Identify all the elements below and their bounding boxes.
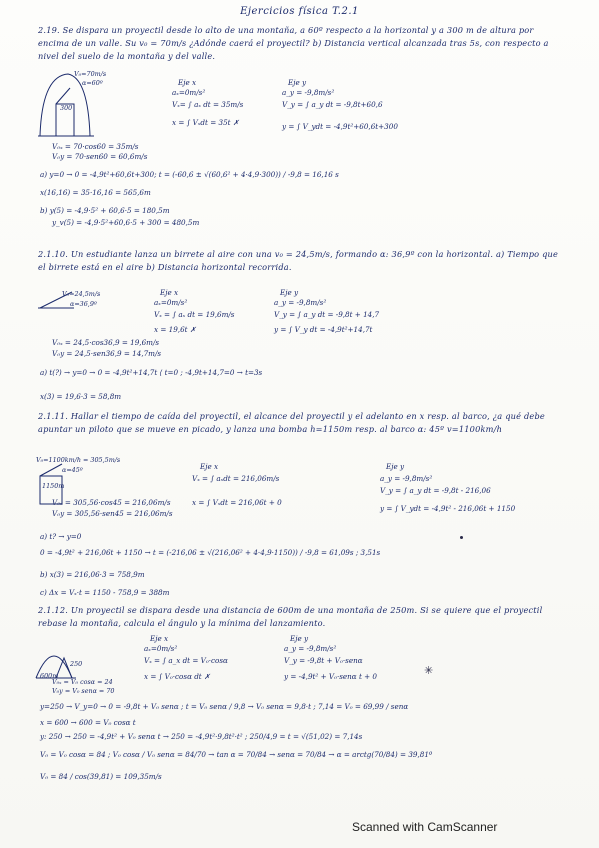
scan-speck-dot [460,536,463,539]
p210-comp-x: V₀ₓ = 24,5·cos36,9 = 19,6m/s [52,338,160,347]
p211-comp-x: V₀ₓ = 305,56·cos45 = 216,06m/s [52,498,171,507]
page-title: Ejercicios física T.2.1 [240,6,359,17]
p212-line-2: x = 600 → 600 = V₀ cosα t [40,718,136,727]
p219-fig-v0: V₀=70m/s [74,70,107,78]
p219-ejey-label: Eje y [288,78,307,87]
p211-answer-a: a) t? → y=0 [40,532,82,541]
p219-fig-height: 300 [60,104,73,112]
p219-answer-b1: b) y(5) = -4,9·5² + 60,6·5 = 180,5m [40,206,170,215]
problem-2111-statement: 2.1.11. Hallar el tiempo de caída del proyectil, el alcance del proyectil y el adelanto en x resp. al barco, ¿a qué debe apuntar un piloto que se mueve en picado, y lanza una bomba h=1150m resp. al barco α: 45º v=1100km/h [38,411,545,434]
p212-comp-x: V₀ₓ = V₀ cosα = 24 [52,678,113,686]
p211-ejey-1: V_y = ∫ a_y dt = -9,8t - 216,06 [380,486,491,495]
p210-ejey-2: y = ∫ V_y dt = -4,9t²+14,7t [274,325,373,334]
p210-fig-angle: α=36,9º [70,300,97,308]
p211-fig-v: V₀=1100km/h = 305,5m/s [36,456,121,464]
p219-ejey-0: a_y = -9,8m/s² [282,88,335,97]
p219-ejex-0: aₓ=0m/s² [172,88,206,97]
p212-ejey-1: V_y = -9,8t + V₀·senα [284,656,363,665]
p212-line-1: y=250 → V_y=0 → 0 = -9,8t + V₀ senα ; t = V₀ senα / 9,8 → V₀ senα = 9,8·t ; 7,14 = V₀ = 69,99 / senα [40,702,409,711]
p212-ejex-0: aₓ=0m/s² [144,644,178,653]
p219-ejex-label: Eje x [178,78,197,87]
p211-answer-b: b) x(3) = 216,06·3 = 758,9m [40,570,145,579]
p211-fig-height: 1150m [42,482,65,490]
p210-ejex-2: x = 19,6t ✗ [154,325,196,334]
p211-fig-angle: α=45º [62,466,83,474]
p219-ejey-1: V_y = ∫ a_y dt = -9,8t+60,6 [282,100,383,109]
p210-answer-b: x(3) = 19,6·3 = 58,8m [40,392,122,401]
p212-fig-distance: 600m [40,672,59,680]
p219-comp-x: V₀ₓ = 70·cos60 = 35m/s [52,142,139,151]
p212-ejey-label: Eje y [290,634,309,643]
p210-ejex-0: aₓ=0m/s² [154,298,188,307]
p211-ejey-0: a_y = -9,8m/s² [380,474,433,483]
p219-answer-b2: y_v(5) = -4,9·5²+60,6·5 + 300 = 480,5m [52,218,200,227]
p211-ejey-label: Eje y [386,462,405,471]
p211-answer-c: c) Δx = Vₓ·t = 1150 - 758,9 = 388m [40,588,170,597]
p210-ejey-1: V_y = ∫ a_y dt = -9,8t + 14,7 [274,310,380,319]
p219-ejex-1: Vₓ= ∫ aₓ dt = 35m/s [172,100,244,109]
p212-ejey-0: a_y = -9,8m/s² [284,644,337,653]
p211-ejex-label: Eje x [200,462,219,471]
problem-219-statement: 2.19. Se dispara un proyectil desde lo alto de una montaña, a 60º respecto a la horizontal y a 300 m de altura por encima de un valle. Su v₀ = 70m/s ¿Adónde caerá el proyectil? b) Distancia vertical alcanzada tras 5s, con respecto a nivel del suelo de la montaña y del valle. [38,25,549,61]
p212-ejex-label: Eje x [150,634,169,643]
problem-2110-statement: 2.1.10. Un estudiante lanza un birrete al aire con una v₀ = 24,5m/s, formando α: 36,9º con la horizontal. a) Tiempo que el birrete está en el aire b) Distancia horizontal recorrida. [38,249,559,272]
p212-ejex-2: x = ∫ V₀·cosα dt ✗ [144,672,211,681]
p212-comp-y: V₀y = V₀ senα = 70 [52,687,115,695]
p211-ejex-0: Vₓ = ∫ aₓdt = 216,06m/s [192,474,280,483]
p210-answer-a: a) t(?) → y=0 → 0 = -4,9t²+14,7t ⟨ t=0 ; -4,9t+14,7=0 → t=3s [40,368,263,377]
p211-ejey-2: y = ∫ V_ydt = -4,9t² - 216,06t + 1150 [380,504,516,513]
problem-2112-statement: 2.1.12. Un proyectil se dispara desde una distancia de 600m de una montaña de 250m. Si se quiere que el proyectil rebase la montaña, calcula el ángulo y la mínima del lanzamiento. [38,605,543,628]
p212-ejex-1: Vₓ = ∫ a_x dt = V₀·cosα [144,656,228,665]
p212-fig-height: 250 [70,660,83,668]
p212-line-5: V₀ = 84 / cos(39,81) = 109,35m/s [40,772,162,781]
p210-fig-v0: V₀=24,5m/s [62,290,101,298]
p210-comp-y: V₀y = 24,5·sen36,9 = 14,7m/s [52,349,162,358]
scan-speck-star: ✳ [424,664,434,677]
p219-answer-a: a) y=0 → 0 = -4,9t²+60,6t+300; t = (-60,6 ± √(60,6² + 4·4,9·300)) / -9,8 = 16,16 s [40,170,339,179]
p219-ejey-2: y = ∫ V_ydt = -4,9t²+60,6t+300 [282,122,398,131]
p219-fig-angle: α=60º [82,79,103,87]
p210-ejey-0: a_y = -9,8m/s² [274,298,327,307]
p219-answer-x: x(16,16) = 35·16,16 = 565,6m [40,188,151,197]
p210-ejex-label: Eje x [160,288,179,297]
p211-answer-eq: 0 = -4,9t² + 216,06t + 1150 → t = (-216,06 ± √(216,06² + 4·4,9·1150)) / -9,8 = 61,09s ; 3,51s [40,548,381,557]
p212-line-3: y: 250 → 250 = -4,9t² + V₀ senα t → 250 = -4,9t²·9,8t²·t² ; 250/4,9 = t = √(51,02) = 7,14s [40,732,363,741]
p210-ejey-label: Eje y [280,288,299,297]
p210-ejex-1: Vₓ = ∫ aₓ dt = 19,6m/s [154,310,235,319]
p211-ejex-1: x = ∫ Vₓdt = 216,06t + 0 [192,498,282,507]
scanner-watermark: Scanned with CamScanner [352,820,498,834]
p212-line-4: V₀ = V₀ cosα = 84 ; V₀ cosα / V₀ senα = 84/70 → tan α = 70/84 → senα = 70/84 → α = arctg(70/84) = 39,81º [40,750,433,759]
p219-comp-y: V₀y = 70·sen60 = 60,6m/s [52,152,148,161]
p219-ejex-2: x = ∫ Vₓdt = 35t ✗ [172,118,239,127]
p212-ejey-2: y = -4,9t² + V₀·senα t + 0 [284,672,377,681]
p211-comp-y: V₀y = 305,56·sen45 = 216,06m/s [52,509,173,518]
